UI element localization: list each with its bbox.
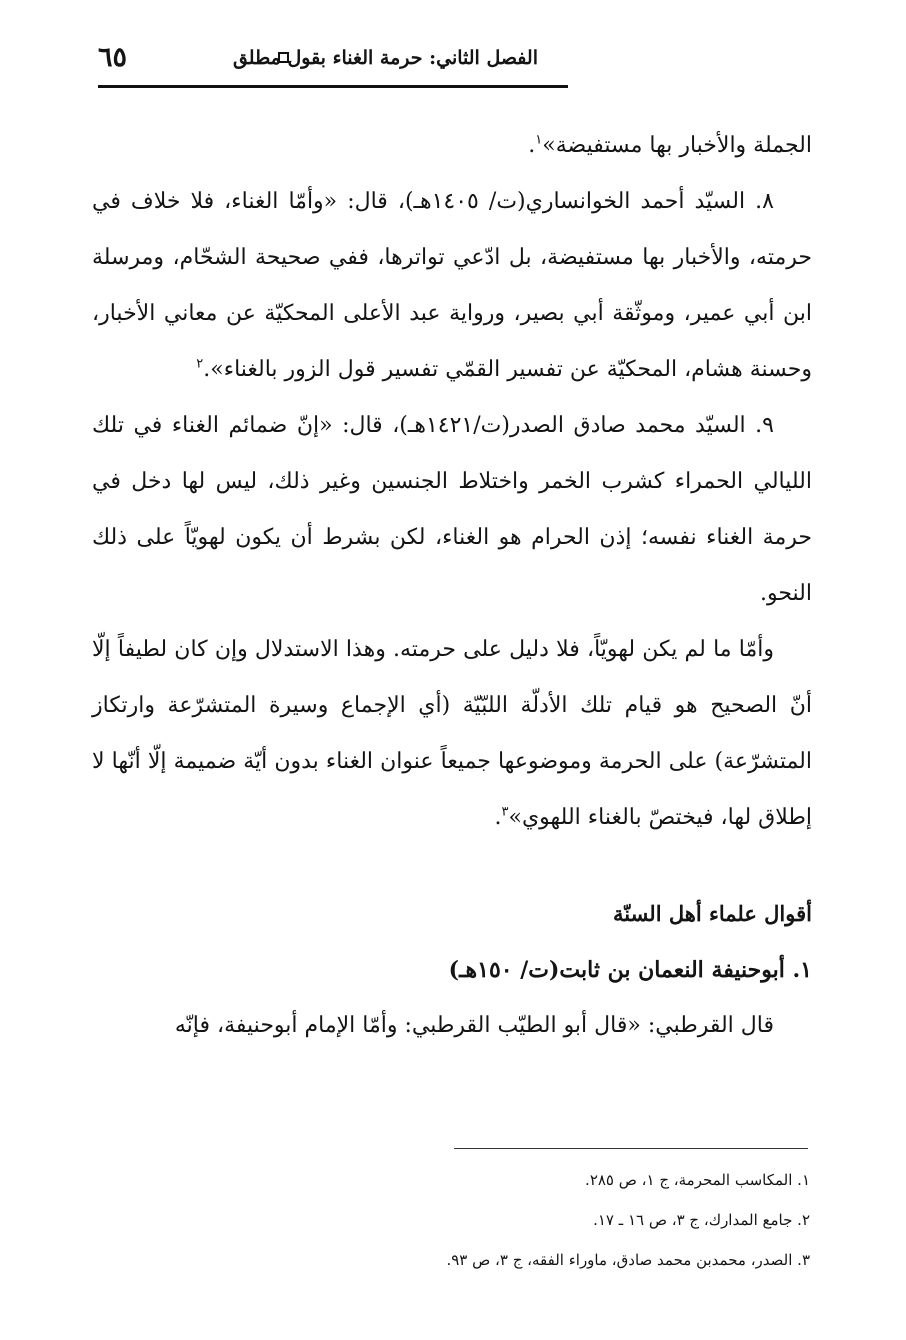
page-header [98,36,568,88]
footnote-ref-1: ١ [535,132,543,148]
paragraph-3 [92,398,812,622]
body-text [92,118,812,1054]
page-number: ٦٥ [98,42,128,73]
paragraph-2-text: ٨. السيّد أحمد الخوانساري(ت/ ١٤٠٥هـ)، قال: «وأمّا الغناء، فلا خلاف في حرمته، والأخبار بها مستفيضة، بل ادّعي تواترها، ففي صحيحة الشحّام، ومرسلة ابن أبي عمير، وموثّقة أبي بصير، ورواية عبد الأعلى المحكيّة عن معاني الأخبار، وحسنة هشام، المحكيّة عن تفسير القمّي تفسير قول الزور بالغناء». [92,189,812,382]
subheading: ١. أبوحنيفة النعمان بن ثابت(ت/ ١٥٠هـ) [448,957,812,983]
paragraph-4: وأمّا ما لم يكن لهويّاً، فلا دليل على حرمته. وهذا الاستدلال وإن كان لطيفاً إلّا أنّ الصحيح هو قيام تلك الأدلّة اللبّيّة (أي الإجماع وسيرة المتشرّعة وارتكاز المتشرّعة) على الحرمة وموضوعها جميعاً عنوان الغناء بدون أيّة ضميمة إلّا أنّها لا إطلاق لها، فيختصّ بالغناء اللهوي»$^٣$. [92,637,812,830]
footnotes [190,1160,810,1280]
section-heading: أقوال علماء أهل السنّة [612,901,812,926]
paragraph-5 [92,998,812,1054]
paragraph-2 [92,174,812,398]
paragraph-3-text: ٩. السيّد محمد صادق الصدر(ت/١٤٢١هـ)، قال: «إنّ ضمائم الغناء في تلك الليالي الحمراء كشرب الخمر واختلاط الجنسين وغير ذلك، ليس لها دخل في حرمة الغناء نفسه؛ إذن الحرام هو الغناء، لكن بشرط أن يكون لهويّاً على ذلك النحو. [92,413,812,606]
running-title: الفصل الثاني: حرمة الغناء بقول مطلق [232,47,538,69]
footnote-1: ١. المكاسب المحرمة، ج ١، ص ٢٨٥. [585,1171,810,1189]
footnote-ref-2: ٢ [196,356,204,372]
header-rule [98,85,568,88]
paragraph-1: الجملة والأخبار بها مستفيضة»$^١$. [528,132,812,158]
footnote-3: ٣. الصدر، محمدبن محمد صادق، ماوراء الفقه، ج ٣، ص ٩٣. [446,1251,810,1269]
footnote-2: ٢. جامع المدارك، ج ٣، ص ١٦ ـ ١٧. [593,1211,810,1229]
footnote-rule [454,1148,808,1149]
footnote-ref-3: ٣ [501,804,509,820]
paragraph-1-text: الجملة والأخبار بها مستفيضة» [542,133,812,158]
paragraph-4-text: وأمّا ما لم يكن لهويّاً، فلا دليل على حرمته. وهذا الاستدلال وإن كان لطيفاً إلّا أنّ الصحيح هو قيام تلك الأدلّة اللبّيّة (أي الإجماع وسيرة المتشرّعة وارتكاز المتشرّعة) على الحرمة وموضوعها جميعاً عنوان الغناء بدون أيّة ضميمة إلّا أنّها لا إطلاق لها، فيختصّ بالغناء اللهوي» [92,637,812,830]
paragraph-5-text: قال القرطبي: «قال أبو الطيّب القرطبي: وأمّا الإمام أبوحنيفة، فإنّه [174,1013,774,1038]
